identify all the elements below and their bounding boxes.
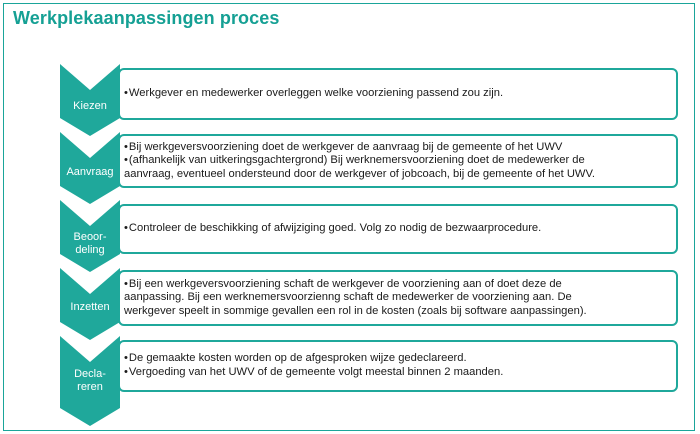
step-label-line: Inzetten bbox=[70, 301, 110, 313]
step-label-line: Beoor- bbox=[73, 231, 107, 243]
diagram-title: Werkplekaanpassingen proces bbox=[13, 8, 280, 28]
step-label bbox=[60, 166, 120, 179]
step-description-box bbox=[118, 270, 678, 326]
step-label-line: Decla- bbox=[74, 368, 106, 380]
step-label-line: reren bbox=[77, 381, 103, 393]
process-step bbox=[0, 268, 700, 340]
step-description-box bbox=[118, 68, 678, 120]
process-step bbox=[0, 200, 700, 272]
step-label-line: Aanvraag bbox=[66, 166, 114, 178]
step-label-line: deling bbox=[75, 244, 105, 256]
bullet-item: • Bij een werkgeversvoorziening schaft de werkgever de voorziening aan of doet deze de bbox=[124, 278, 670, 292]
process-step bbox=[0, 64, 700, 136]
step-description-box bbox=[118, 204, 678, 254]
bullet-item: • Werkgever en medewerker overleggen welke voorziening passend zou zijn. bbox=[124, 87, 670, 101]
step-label bbox=[60, 100, 120, 113]
bullet-item: • De gemaakte kosten worden op de afgesproken wijze gedeclareerd. bbox=[124, 352, 670, 366]
bullet-item-continuation: aanvraag, eventueel ondersteund door de werkgever of jobcoach, bij de gemeente of het UWV. bbox=[124, 167, 596, 180]
bullet-item-continuation: aanpassing. Bij een werknemersvoorzienng schaft de medewerker de voorziening aan. De bbox=[124, 291, 572, 304]
process-step bbox=[0, 336, 700, 426]
bullet-item: • Bij werkgeversvoorziening doet de werkgever de aanvraag bij de gemeente of het UWV bbox=[124, 141, 670, 155]
bullet-item: • Controleer de beschikking of afwijziging goed. Volg zo nodig de bezwaarprocedure. bbox=[124, 222, 670, 236]
bullet-item: • Vergoeding van het UWV of de gemeente volgt meestal binnen 2 maanden. bbox=[124, 366, 670, 380]
step-label bbox=[60, 231, 120, 257]
process-step bbox=[0, 132, 700, 204]
step-description-box bbox=[118, 340, 678, 392]
step-label bbox=[60, 368, 120, 394]
step-label-line: Kiezen bbox=[73, 100, 107, 112]
step-description-box bbox=[118, 134, 678, 188]
step-label bbox=[60, 301, 120, 314]
bullet-item-continuation: werkgever speelt in sommige gevallen een rol in de kosten (zoals bij software aanpassingen). bbox=[124, 304, 587, 317]
bullet-item: • (afhankelijk van uitkeringsgachtergrond) Bij werknemersvoorziening doet de medewerker de bbox=[124, 154, 670, 168]
